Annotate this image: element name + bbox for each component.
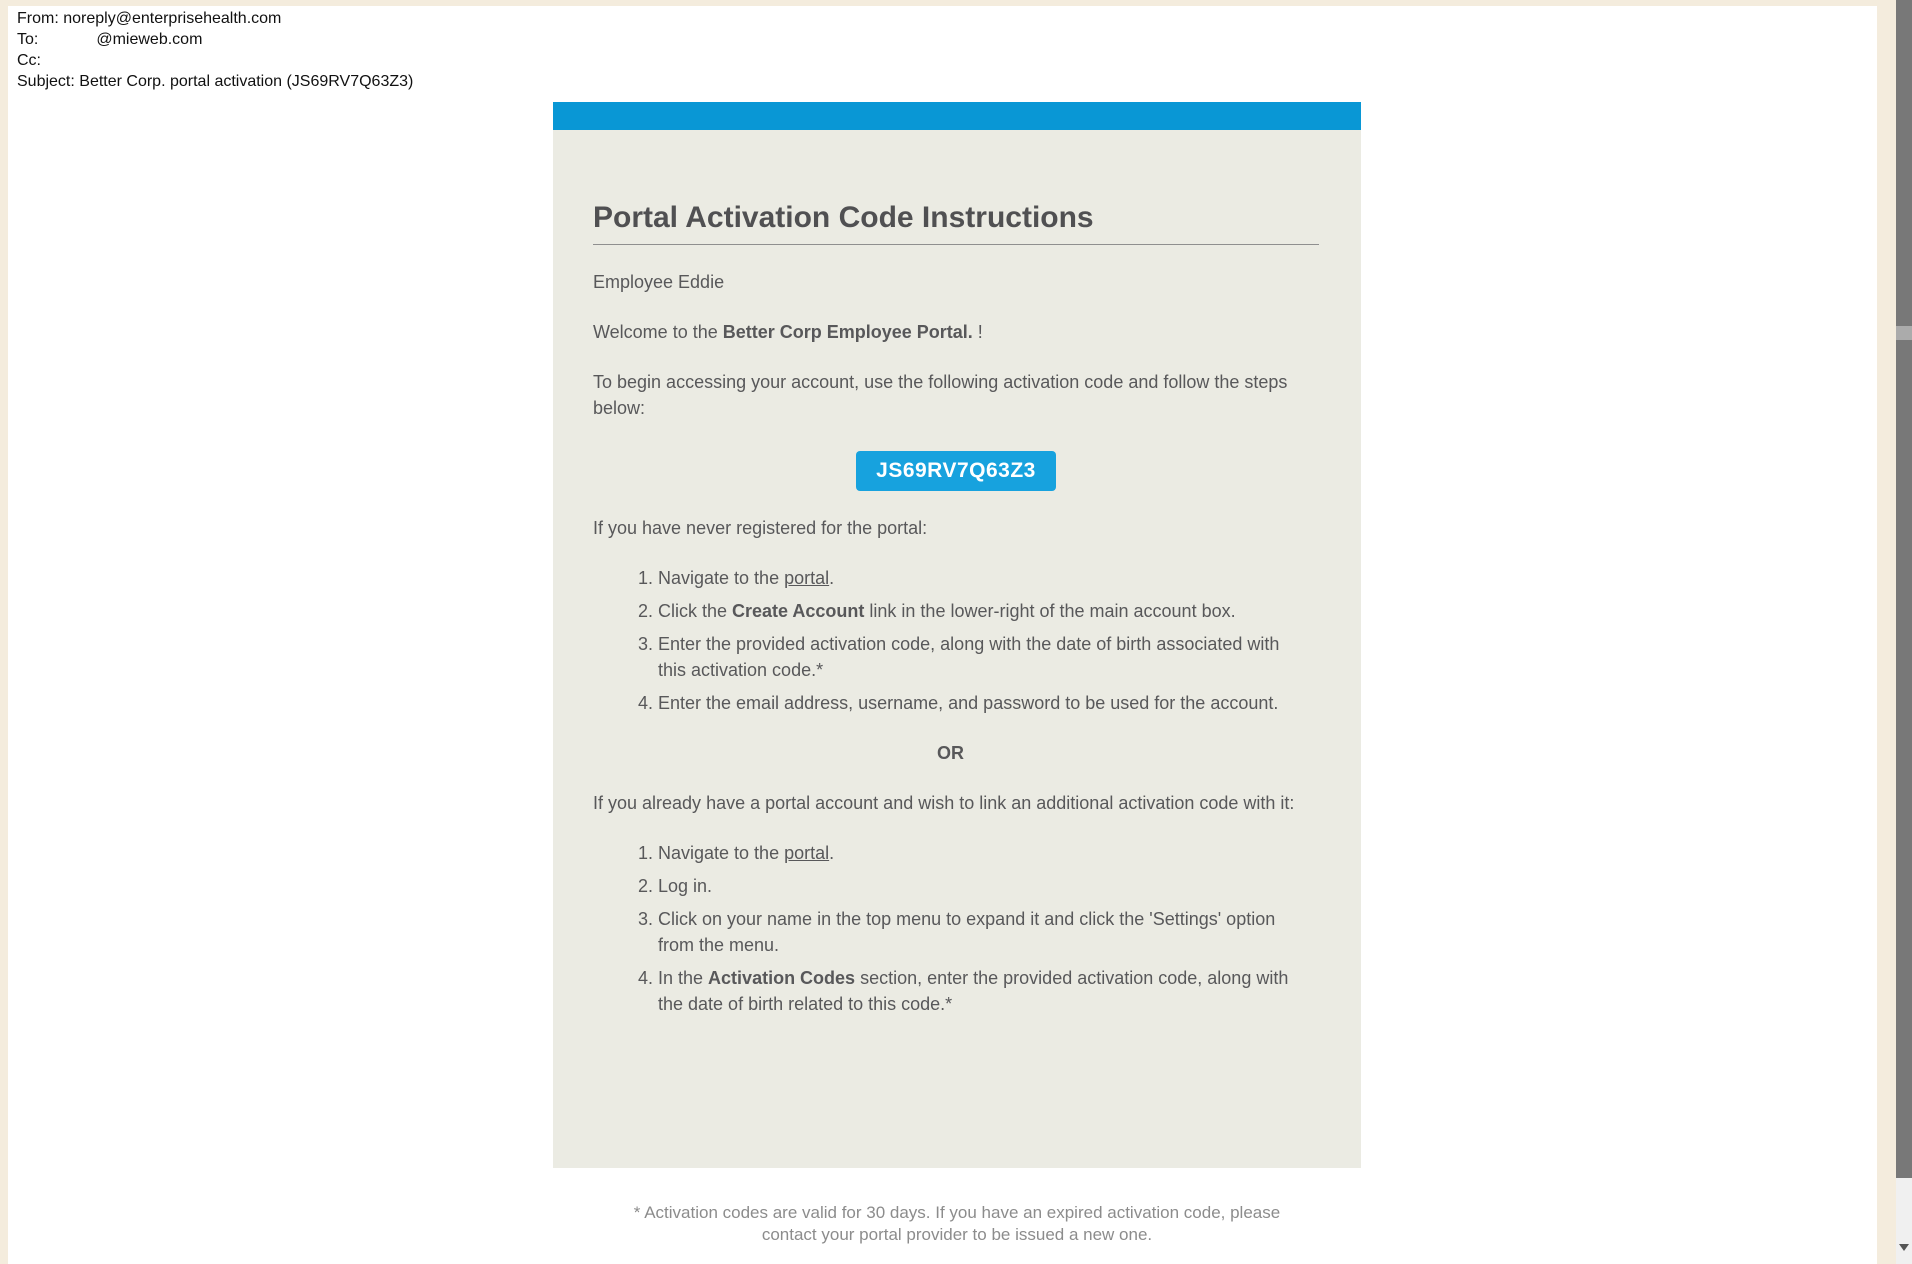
portal-link[interactable]: portal: [784, 568, 830, 588]
scroll-down-arrow-icon[interactable]: [1899, 1244, 1909, 1251]
intro-text: To begin accessing your account, use the following activation code and follow the steps below:: [593, 372, 1288, 418]
title-divider: [593, 244, 1319, 245]
from-label: From:: [17, 10, 59, 27]
section1-heading: If you have never registered for the portal:: [593, 518, 928, 538]
list-item: [658, 598, 1303, 624]
list-item-text: Activation Codes: [708, 968, 856, 988]
frame-border-right: [1877, 0, 1896, 1264]
list-item: [658, 906, 1303, 958]
list-item: [658, 631, 1303, 683]
list-item-text: Click the: [658, 601, 733, 621]
list-item-text: Log in.: [658, 876, 713, 896]
frame-border-top: [0, 0, 1877, 6]
from-value: noreply@enterprisehealth.com: [63, 10, 282, 27]
list-item-text: Enter the email address, username, and password to be used for the account.: [658, 693, 1279, 713]
list-item-text: link in the lower-right of the main account box.: [864, 601, 1236, 621]
or-separator: OR: [937, 743, 964, 763]
email-header-block: [17, 8, 413, 92]
email-body: [553, 102, 1361, 1168]
section2-heading: If you already have a portal account and wish to link an additional activation code with it:: [593, 793, 1295, 813]
subject-label: Subject:: [17, 73, 75, 90]
to-value: @mieweb.com: [96, 31, 203, 48]
scrollbar-thumb[interactable]: [1896, 326, 1912, 340]
list-item-text: Navigate to the: [658, 568, 785, 588]
header-from-line: [17, 8, 413, 29]
cc-label: Cc:: [17, 52, 41, 69]
list-item: [658, 840, 1303, 866]
welcome-prefix: Welcome to the: [593, 322, 723, 342]
header-to-line: [17, 29, 413, 50]
header-subject-line: [17, 71, 413, 92]
activation-code-wrap: [593, 451, 1319, 491]
vertical-scrollbar[interactable]: [1896, 0, 1912, 1264]
list-item-text: .: [829, 568, 835, 588]
frame-border-left: [0, 0, 8, 1264]
list-item-text: section, enter the provided activation code, along with the date of birth related to this code.*: [658, 968, 1289, 1014]
list-item-text: In the: [658, 968, 709, 988]
portal-link[interactable]: portal: [784, 843, 830, 863]
list-item-text: Enter the provided activation code, along with the date of birth associated with this activation code.*: [658, 634, 1280, 680]
page-title: Portal Activation Code Instructions: [593, 201, 1094, 234]
list-item: [658, 565, 1303, 591]
list-item-text: .: [829, 843, 835, 863]
welcome-text: [593, 319, 1308, 345]
to-label: To:: [17, 31, 39, 48]
greeting-text: Employee Eddie: [593, 272, 725, 292]
welcome-portal-name: Better Corp Employee Portal.: [722, 322, 973, 342]
list-item-text: Click on your name in the top menu to expand it and click the 'Settings' option from the menu.: [658, 909, 1276, 955]
header-cc-line: [17, 50, 413, 71]
list-item: [658, 965, 1303, 1017]
list-item: [658, 873, 1303, 899]
subject-value: Better Corp. portal activation (JS69RV7Q63Z3): [79, 73, 414, 90]
email-content: [553, 130, 1361, 1168]
activation-code-button[interactable]: JS69RV7Q63Z3: [856, 451, 1056, 491]
list-item: [658, 690, 1303, 716]
scrollbar-track[interactable]: [1896, 0, 1912, 1178]
activation-footnote: * Activation codes are valid for 30 days. If you have an expired activation code, please contact your portal provider to be issued a new one.: [633, 1203, 1281, 1244]
list-item-text: Create Account: [732, 601, 865, 621]
registration-steps-list: [593, 565, 1319, 716]
list-item-text: Navigate to the: [658, 843, 785, 863]
link-code-steps-list: [593, 840, 1319, 1017]
email-header-bar: [553, 102, 1361, 130]
welcome-suffix: !: [972, 322, 983, 342]
